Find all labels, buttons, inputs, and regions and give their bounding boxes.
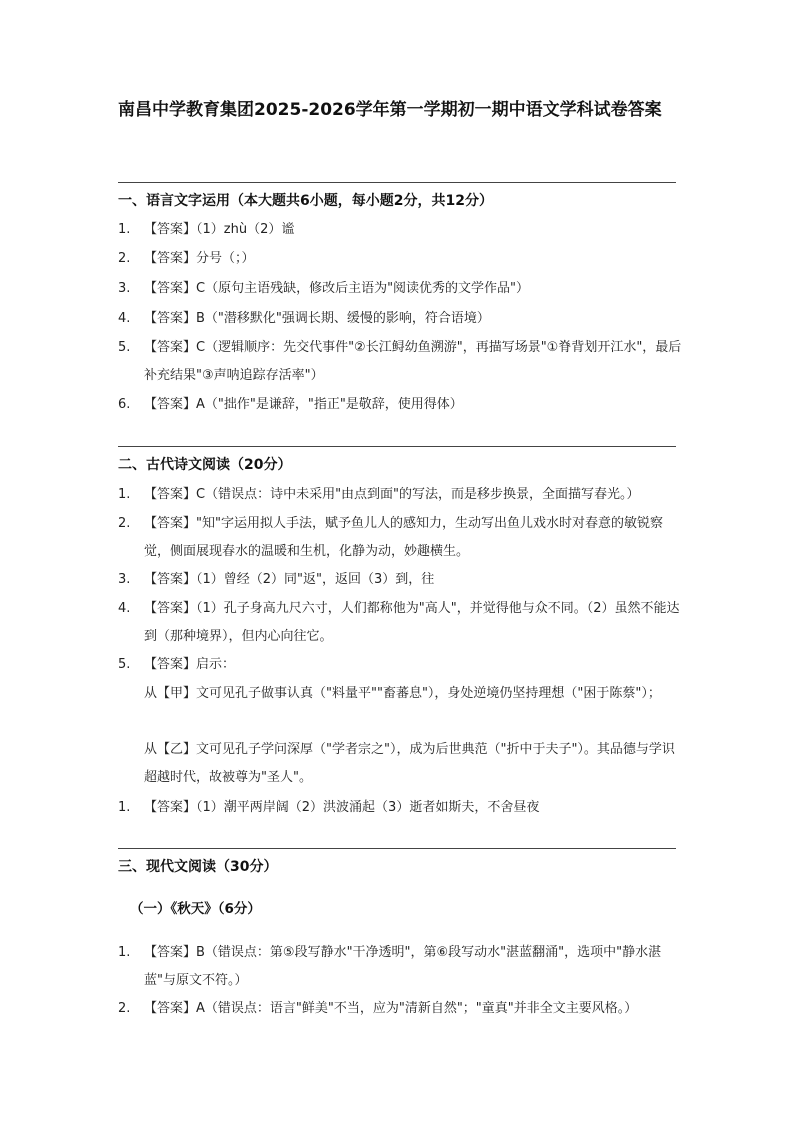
- item-number: 1.: [118, 487, 131, 502]
- item-number: 4.: [118, 601, 131, 616]
- answer-item: [118, 939, 686, 995]
- answer-item: [118, 651, 686, 679]
- item-text: 【答案】B（"潜移默化"强调长期、缓慢的影响，符合语境）: [144, 311, 490, 326]
- item-number: 1.: [118, 222, 131, 237]
- section-heading-1: 一、语言文字运用（本大题共6小题，每小题2分，共12分）: [118, 193, 493, 209]
- item-number: 2.: [118, 516, 131, 531]
- item-number: 5.: [118, 340, 131, 355]
- answer-item: [118, 216, 686, 244]
- answer-paragraph: 从【甲】文可见孔子做事认真（"料量平""畜蕃息"），身处逆境仍坚持理想（"困于陈蔡"）；: [144, 686, 661, 701]
- item-number: 6.: [118, 397, 131, 412]
- section-heading-2: 二、古代诗文阅读（20分）: [118, 457, 292, 473]
- page-title: 南昌中学教育集团2025-2026学年第一学期初一期中语文学科试卷答案: [118, 100, 662, 120]
- item-text: 【答案】（1）孔子身高九尺六寸，人们都称他为"高人"，并觉得他与众不同。（2）虽然不能达到（那种境界），但内心向往它。: [144, 601, 680, 644]
- subsection-heading: （一）《秋天》（6分）: [130, 901, 261, 917]
- divider: [118, 182, 676, 183]
- answer-item: [118, 305, 686, 333]
- item-text: 【答案】C（错误点：诗中未采用"由点到面"的写法，而是移步换景，全面描写春光。）: [144, 487, 640, 502]
- item-number: 4.: [118, 311, 131, 326]
- item-number: 2.: [118, 1001, 131, 1016]
- answer-item: [118, 510, 686, 566]
- item-text: 【答案】A（错误点：语言"鲜美"不当，应为"清新自然"；"童真"并非全文主要风格。）: [144, 1001, 638, 1016]
- item-number: 5.: [118, 657, 131, 672]
- answer-item: [118, 794, 686, 822]
- answer-paragraph: 从【乙】文可见孔子学问深厚（"学者宗之"），成为后世典范（"折中于夫子"）。其品德与学识超越时代，故被尊为"圣人"。: [144, 742, 675, 785]
- item-text: 【答案】分号（；）: [144, 251, 255, 266]
- answer-item: [118, 995, 686, 1023]
- item-text: 【答案】（1）zhù（2）谧: [144, 222, 295, 237]
- item-text: 【答案】（1）潮平两岸阔（2）洪波涌起（3）逝者如斯夫，不舍昼夜: [144, 800, 540, 815]
- answer-item: [118, 391, 686, 419]
- item-number: 1.: [118, 800, 131, 815]
- item-text: 【答案】（1）曾经（2）同"返"，返回（3）到，往: [144, 572, 435, 587]
- item-text: 【答案】C（原句主语残缺，修改后主语为"阅读优秀的文学作品"）: [144, 281, 530, 296]
- item-number: 3.: [118, 281, 131, 296]
- item-text: 【答案】"知"字运用拟人手法，赋予鱼儿人的感知力，生动写出鱼儿戏水时对春意的敏锐察觉，侧面展现春水的温暖和生机，化静为动，妙趣横生。: [144, 516, 663, 559]
- divider: [118, 848, 676, 849]
- answer-item: [118, 245, 686, 273]
- answer-item: [118, 566, 686, 594]
- section-heading-3: 三、现代文阅读（30分）: [118, 859, 278, 875]
- item-number: 2.: [118, 251, 131, 266]
- answer-item: [118, 334, 686, 390]
- item-number: 1.: [118, 945, 131, 960]
- item-number: 3.: [118, 572, 131, 587]
- answer-item: [118, 275, 686, 303]
- item-text: 【答案】A（"拙作"是谦辞，"指正"是敬辞，使用得体）: [144, 397, 463, 412]
- item-text: 【答案】C（逻辑顺序：先交代事件"②长江鲟幼鱼溯游"，再描写场景"①脊背划开江水"，最后补充结果"③声呐追踪存活率"）: [144, 340, 682, 383]
- answer-item: [118, 481, 686, 509]
- divider: [118, 446, 676, 447]
- answer-item: [118, 595, 686, 651]
- item-text: 【答案】启示：: [144, 657, 236, 672]
- item-text: 【答案】B（错误点：第⑤段写静水"干净透明"，第⑥段写动水"湛蓝翻涌"，选项中"静水湛蓝"与原文不符。）: [144, 945, 662, 988]
